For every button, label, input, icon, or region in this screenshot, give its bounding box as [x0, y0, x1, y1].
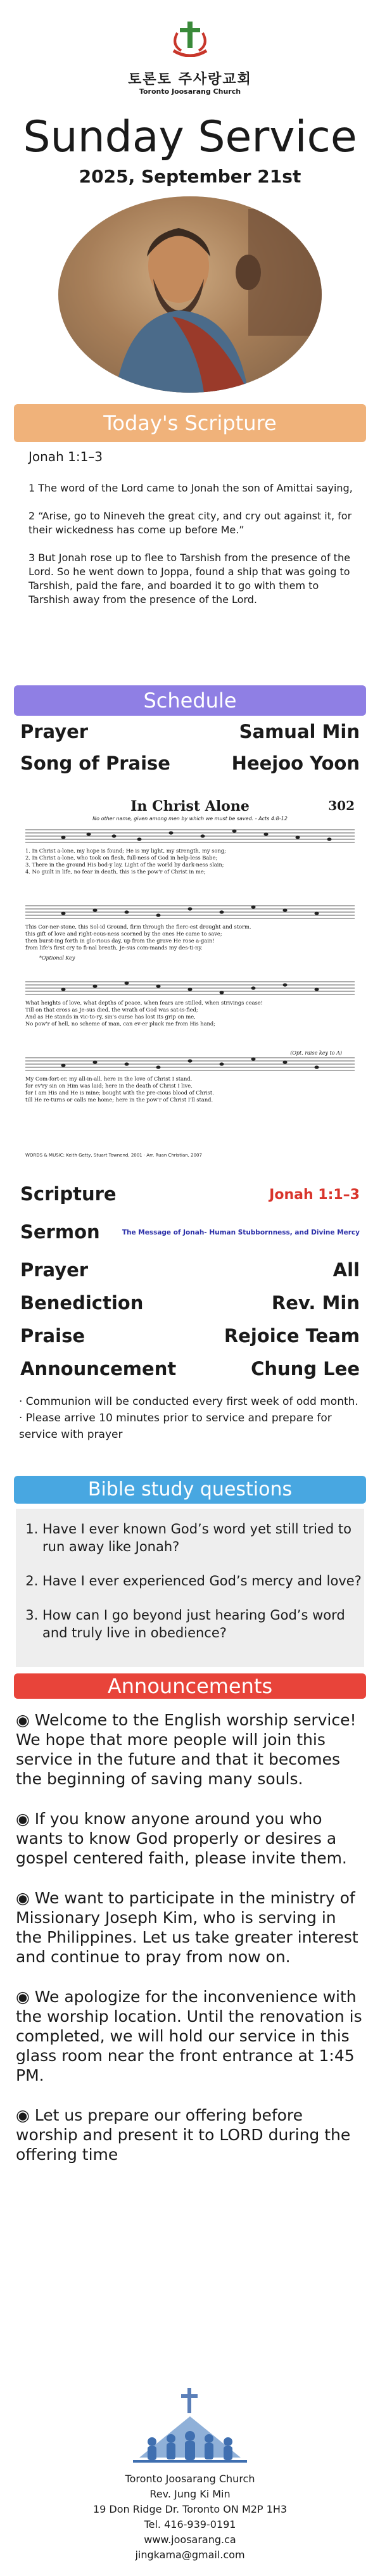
verse-2: 2 “Arise, go to Nineveh the great city, and cry out against it, for their wickedness has come up before Me.”: [28, 510, 352, 536]
footer-pastor: Rev. Jung Ki Min: [149, 2488, 231, 2500]
prayer2-value: All: [332, 1259, 360, 1281]
lyric-1-1: 1. In Christ a-lone, my hope is found; He is my light, my strength, my song;: [25, 847, 226, 854]
church-name-korean: 토론토 주사랑교회: [128, 72, 252, 87]
prayer2-label: Prayer: [20, 1259, 89, 1281]
lyric-3-1: What heights of love, what depths of peace, when fears are stilled, when strivings cease!: [25, 999, 263, 1006]
church-cross-logo-icon: [165, 19, 215, 57]
hymn-title: In Christ Alone: [130, 798, 250, 815]
verse-1: 1 The word of the Lord came to Jonah the son of Amittai saying,: [28, 482, 353, 494]
lyric-4-3: for I am His and He is mine; bought with the pre-cious blood of Christ.: [25, 1089, 214, 1096]
note-communion: · Communion will be conducted every first week of odd month.: [19, 1395, 358, 1408]
hymn-number: 302: [328, 798, 355, 813]
hymn-lyrics-line-3: [25, 999, 355, 1027]
lyric-3-2: Till on that cross as Je-sus died, the wrath of God was sat-is-fied;: [25, 1006, 198, 1013]
scripture-label: Scripture: [20, 1183, 117, 1205]
service-notes: [19, 1393, 361, 1443]
scripture-value: Jonah 1:1–3: [269, 1187, 360, 1203]
footer-email[interactable]: jingkama@gmail.com: [135, 2549, 245, 2561]
hymn-credits: WORDS & MUSIC: Keith Getty, Stuart Townend, 2001 · Arr. Ruan Christian, 2007: [25, 1153, 202, 1158]
page-title: Sunday Service: [23, 112, 357, 162]
lyric-4-1: My Com-fort-er, my all-in-all, here in the love of Christ I stand.: [25, 1075, 193, 1082]
praise-label: Praise: [20, 1325, 85, 1347]
announcement-item: ◉ We want to participate in the ministry of Missionary Joseph Kim, who is serving in the Philippines. Let us take greater interest and continue to pray from now on.: [16, 1889, 358, 1966]
hymn-lyrics-line-1: [25, 847, 355, 875]
lyric-4-4: till He re-turns or calls me home; here in the pow'r of Christ I'll stand.: [25, 1096, 213, 1103]
announcement-item: ◉ Welcome to the English worship service! We hope that more people will join this service in the future and that it becomes the beginning of saving many souls.: [16, 1711, 357, 1788]
scripture-reference: Jonah 1:1–3: [28, 449, 103, 464]
hymn-sheet: [25, 798, 355, 1165]
verse-3: 3 But Jonah rose up to flee to Tarshish from the presence of the Lord. So he went down to Joppa, found a ship that was going to Tarshish, paid the fare, and boarded it to go with them to Tarshish away from the presence of the Lord.: [28, 552, 350, 606]
study-question: 2. Have I ever experienced God’s mercy and love?: [42, 1572, 364, 1590]
lyric-3-3: And as He stands in vic-to-ry, sin's curse has lost its grip on me,: [25, 1013, 196, 1020]
key-change-note: (Opt. raise key to A): [290, 1050, 342, 1056]
service-date: 2025, September 21st: [79, 166, 301, 187]
announcement-item: ◉ Let us prepare our offering before worship and present it to LORD during the offering time: [16, 2106, 351, 2164]
sermon-value: The Message of Jonah- Human Stubbornness, and Divine Mercy: [122, 1229, 360, 1236]
prayer-label: Prayer: [20, 721, 89, 742]
footer-address: 19 Don Ridge Dr. Toronto ON M2P 1H3: [92, 2503, 288, 2515]
sermon-label: Sermon: [20, 1221, 100, 1243]
lyric-1-4: 4. No guilt in life, no fear in death, this is the pow'r of Christ in me;: [25, 868, 206, 875]
painting-illustration: [58, 196, 322, 393]
lyric-4-2: for ev'ry sin on Him was laid; here in the death of Christ I live.: [25, 1082, 193, 1089]
hymn-lyrics-line-4: [25, 1075, 355, 1103]
hymn-lyrics-line-2: [25, 923, 355, 951]
church-name-english: Toronto Joosarang Church: [139, 87, 241, 96]
lyric-2-3: then burst-ing forth in glo-rious day, up from the grave He rose a-gain!: [25, 937, 215, 944]
scripture-banner: Today's Scripture: [14, 404, 366, 442]
announcement-label: Announcement: [20, 1358, 177, 1380]
footer-contact: [0, 2471, 380, 2563]
schedule-banner: Schedule: [14, 685, 366, 716]
study-question: 1. Have I ever known God’s word yet still tried to run away like Jonah?: [42, 1520, 364, 1556]
lyric-2-1: This Cor-ner-stone, this Sol-id Ground, firm through the fierc-est drought and storm.: [25, 923, 251, 930]
hymn-subtitle: No other name, given among men by which we must be saved. - Acts 4:8-12: [92, 816, 288, 822]
footer-church-name: Toronto Joosarang Church: [125, 2473, 255, 2485]
study-question: 3. How can I go beyond just hearing God’s word and truly live in obedience?: [42, 1606, 364, 1642]
bible-study-banner: Bible study questions: [14, 1476, 366, 1504]
lyric-3-4: No pow'r of hell, no scheme of man, can ev-er pluck me from His hand;: [25, 1020, 215, 1027]
scripture-passage: [28, 450, 358, 621]
announcement-item: ◉ We apologize for the inconvenience with the worship location. Until the renovation is completed, we will hold our service in this glass room near the front entrance at 1:45 PM.: [16, 1988, 362, 2084]
lyric-2-2: this gift of love and right-eous-ness scorned by the ones He came to save;: [25, 930, 222, 937]
lyric-1-3: 3. There in the ground His bod-y lay, Light of the world by dark-ness slain;: [25, 861, 224, 868]
announcement-value: Chung Lee: [251, 1358, 360, 1380]
praise-value: Rejoice Team: [224, 1325, 360, 1347]
announcement-list: [16, 1710, 364, 2185]
bible-study-questions: [16, 1509, 364, 1667]
song-value: Heejoo Yoon: [231, 752, 360, 774]
note-arrival: · Please arrive 10 minutes prior to service and prepare for service with prayer: [19, 1412, 332, 1441]
footer-tel: Tel. 416-939-0191: [144, 2518, 236, 2530]
church-community-illustration: [127, 2388, 253, 2470]
footer-website[interactable]: www.joosarang.ca: [144, 2534, 236, 2546]
benediction-label: Benediction: [20, 1292, 144, 1314]
prophet-painting-image: [58, 196, 322, 393]
prayer-value: Samual Min: [239, 721, 360, 742]
song-label: Song of Praise: [20, 752, 170, 774]
announcement-item: ◉ If you know anyone around you who wants to know God properly or desires a gospel centered faith, please invite them.: [16, 1810, 347, 1867]
announcements-banner: Announcements: [14, 1673, 366, 1699]
lyric-2-4: from life's first cry to fi-nal breath, Je-sus com-mands my des-ti-ny.: [25, 944, 203, 951]
lyric-1-2: 2. In Christ a-lone, who took on flesh, full-ness of God in help-less Babe;: [25, 854, 218, 861]
benediction-value: Rev. Min: [271, 1292, 360, 1314]
optional-key-note: *Optional Key: [39, 955, 75, 961]
